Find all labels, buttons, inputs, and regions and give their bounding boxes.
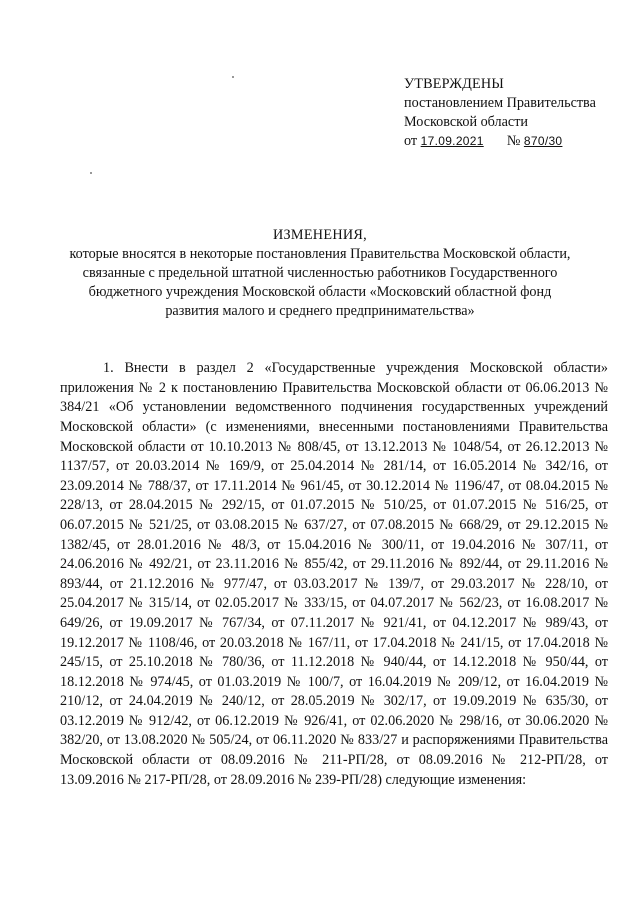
scan-speck bbox=[90, 172, 92, 174]
scan-speck bbox=[232, 76, 234, 78]
approval-date-line bbox=[404, 132, 634, 151]
approval-date: 17.09.2021 bbox=[420, 134, 484, 148]
paragraph-1: 1. Внести в раздел 2 «Государственные учреждения Московской области» приложения № 2 к постановлению Правительства Московской области от 06.06.2013 № 384/21 «Об установлении ведомственного подчинения государственных учреждений Московской области» (с изменениями, внесенными постановлениями Правительства Московской области от 10.10.2013 № 808/45, от 13.12.2013 № 1048/54, от 26.12.2013 № 1137/57, от 20.03.2014 № 169/9, от 25.04.2014 № 281/14, от 16.05.2014 № 342/16, от 23.09.2014 № 788/37, от 17.11.2014 № 961/45, от 30.12.2014 № 1196/47, от 08.04.2015 № 228/13, от 28.04.2015 № 292/15, от 01.07.2015 № 510/25, от 01.07.2015 № 516/25, от 06.07.2015 № 521/25, от 03.08.2015 № 637/27, от 07.08.2015 № 668/29, от 29.12.2015 № 1382/45, от 28.01.2016 № 48/3, от 15.04.2016 № 300/11, от 19.04.2016 № 307/11, от 24.06.2016 № 492/21, от 23.11.2016 № 855/42, от 29.11.2016 № 892/44, от 29.11.2016 № 893/44, от 21.12.2016 № 977/47, от 03.03.2017 № 139/7, от 29.03.2017 № 228/10, от 25.04.2017 № 315/14, от 02.05.2017 № 333/15, от 04.07.2017 № 562/23, от 16.08.2017 № 649/26, от 19.09.2017 № 767/34, от 07.11.2017 № 921/41, от 04.12.2017 № 989/43, от 19.12.2017 № 1108/46, от 20.03.2018 № 167/11, от 17.04.2018 № 241/15, от 17.04.2018 № 245/15, от 25.10.2018 № 780/36, от 11.12.2018 № 940/44, от 14.12.2018 № 950/44, от 18.12.2018 № 974/45, от 01.03.2019 № 100/7, от 16.04.2019 № 209/12, от 16.04.2019 № 210/12, от 24.04.2019 № 240/12, от 28.05.2019 № 302/17, от 19.09.2019 № 635/30, от 03.12.2019 № 912/42, от 06.12.2019 № 926/41, от 02.06.2020 № 298/16, от 30.06.2020 № 382/20, от 13.08.2020 № 505/24, от 06.11.2020 № 833/27 и распоряжениями Правительства Московской области от 08.09.2016 № 211-РП/28, от 08.09.2016 № 212-РП/28, от 13.09.2016 № 217-РП/28, от 28.09.2016 № 239-РП/28) следующие изменения: bbox=[60, 360, 608, 788]
approval-number-sign: № bbox=[506, 133, 521, 149]
approval-line-2: Московской области bbox=[404, 114, 529, 130]
approval-date-prefix: от bbox=[404, 133, 418, 149]
title-line-3: бюджетного учреждения Московской области «Московский областной фонд bbox=[88, 284, 552, 300]
title-line-2: связанные с предельной штатной численностью работников Государственного bbox=[82, 265, 558, 281]
approval-number: 870/30 bbox=[523, 134, 563, 148]
document-title bbox=[40, 226, 600, 321]
title-line-1: которые вносятся в некоторые постановления Правительства Московской области, bbox=[69, 246, 571, 262]
title-heading: ИЗМЕНЕНИЯ, bbox=[272, 227, 368, 243]
approval-line-1: постановлением Правительства bbox=[404, 95, 596, 111]
approval-stamp bbox=[404, 75, 634, 151]
approval-heading: УТВЕРЖДЕНЫ bbox=[404, 76, 504, 92]
title-line-4: развития малого и среднего предпринимательства» bbox=[165, 303, 475, 319]
